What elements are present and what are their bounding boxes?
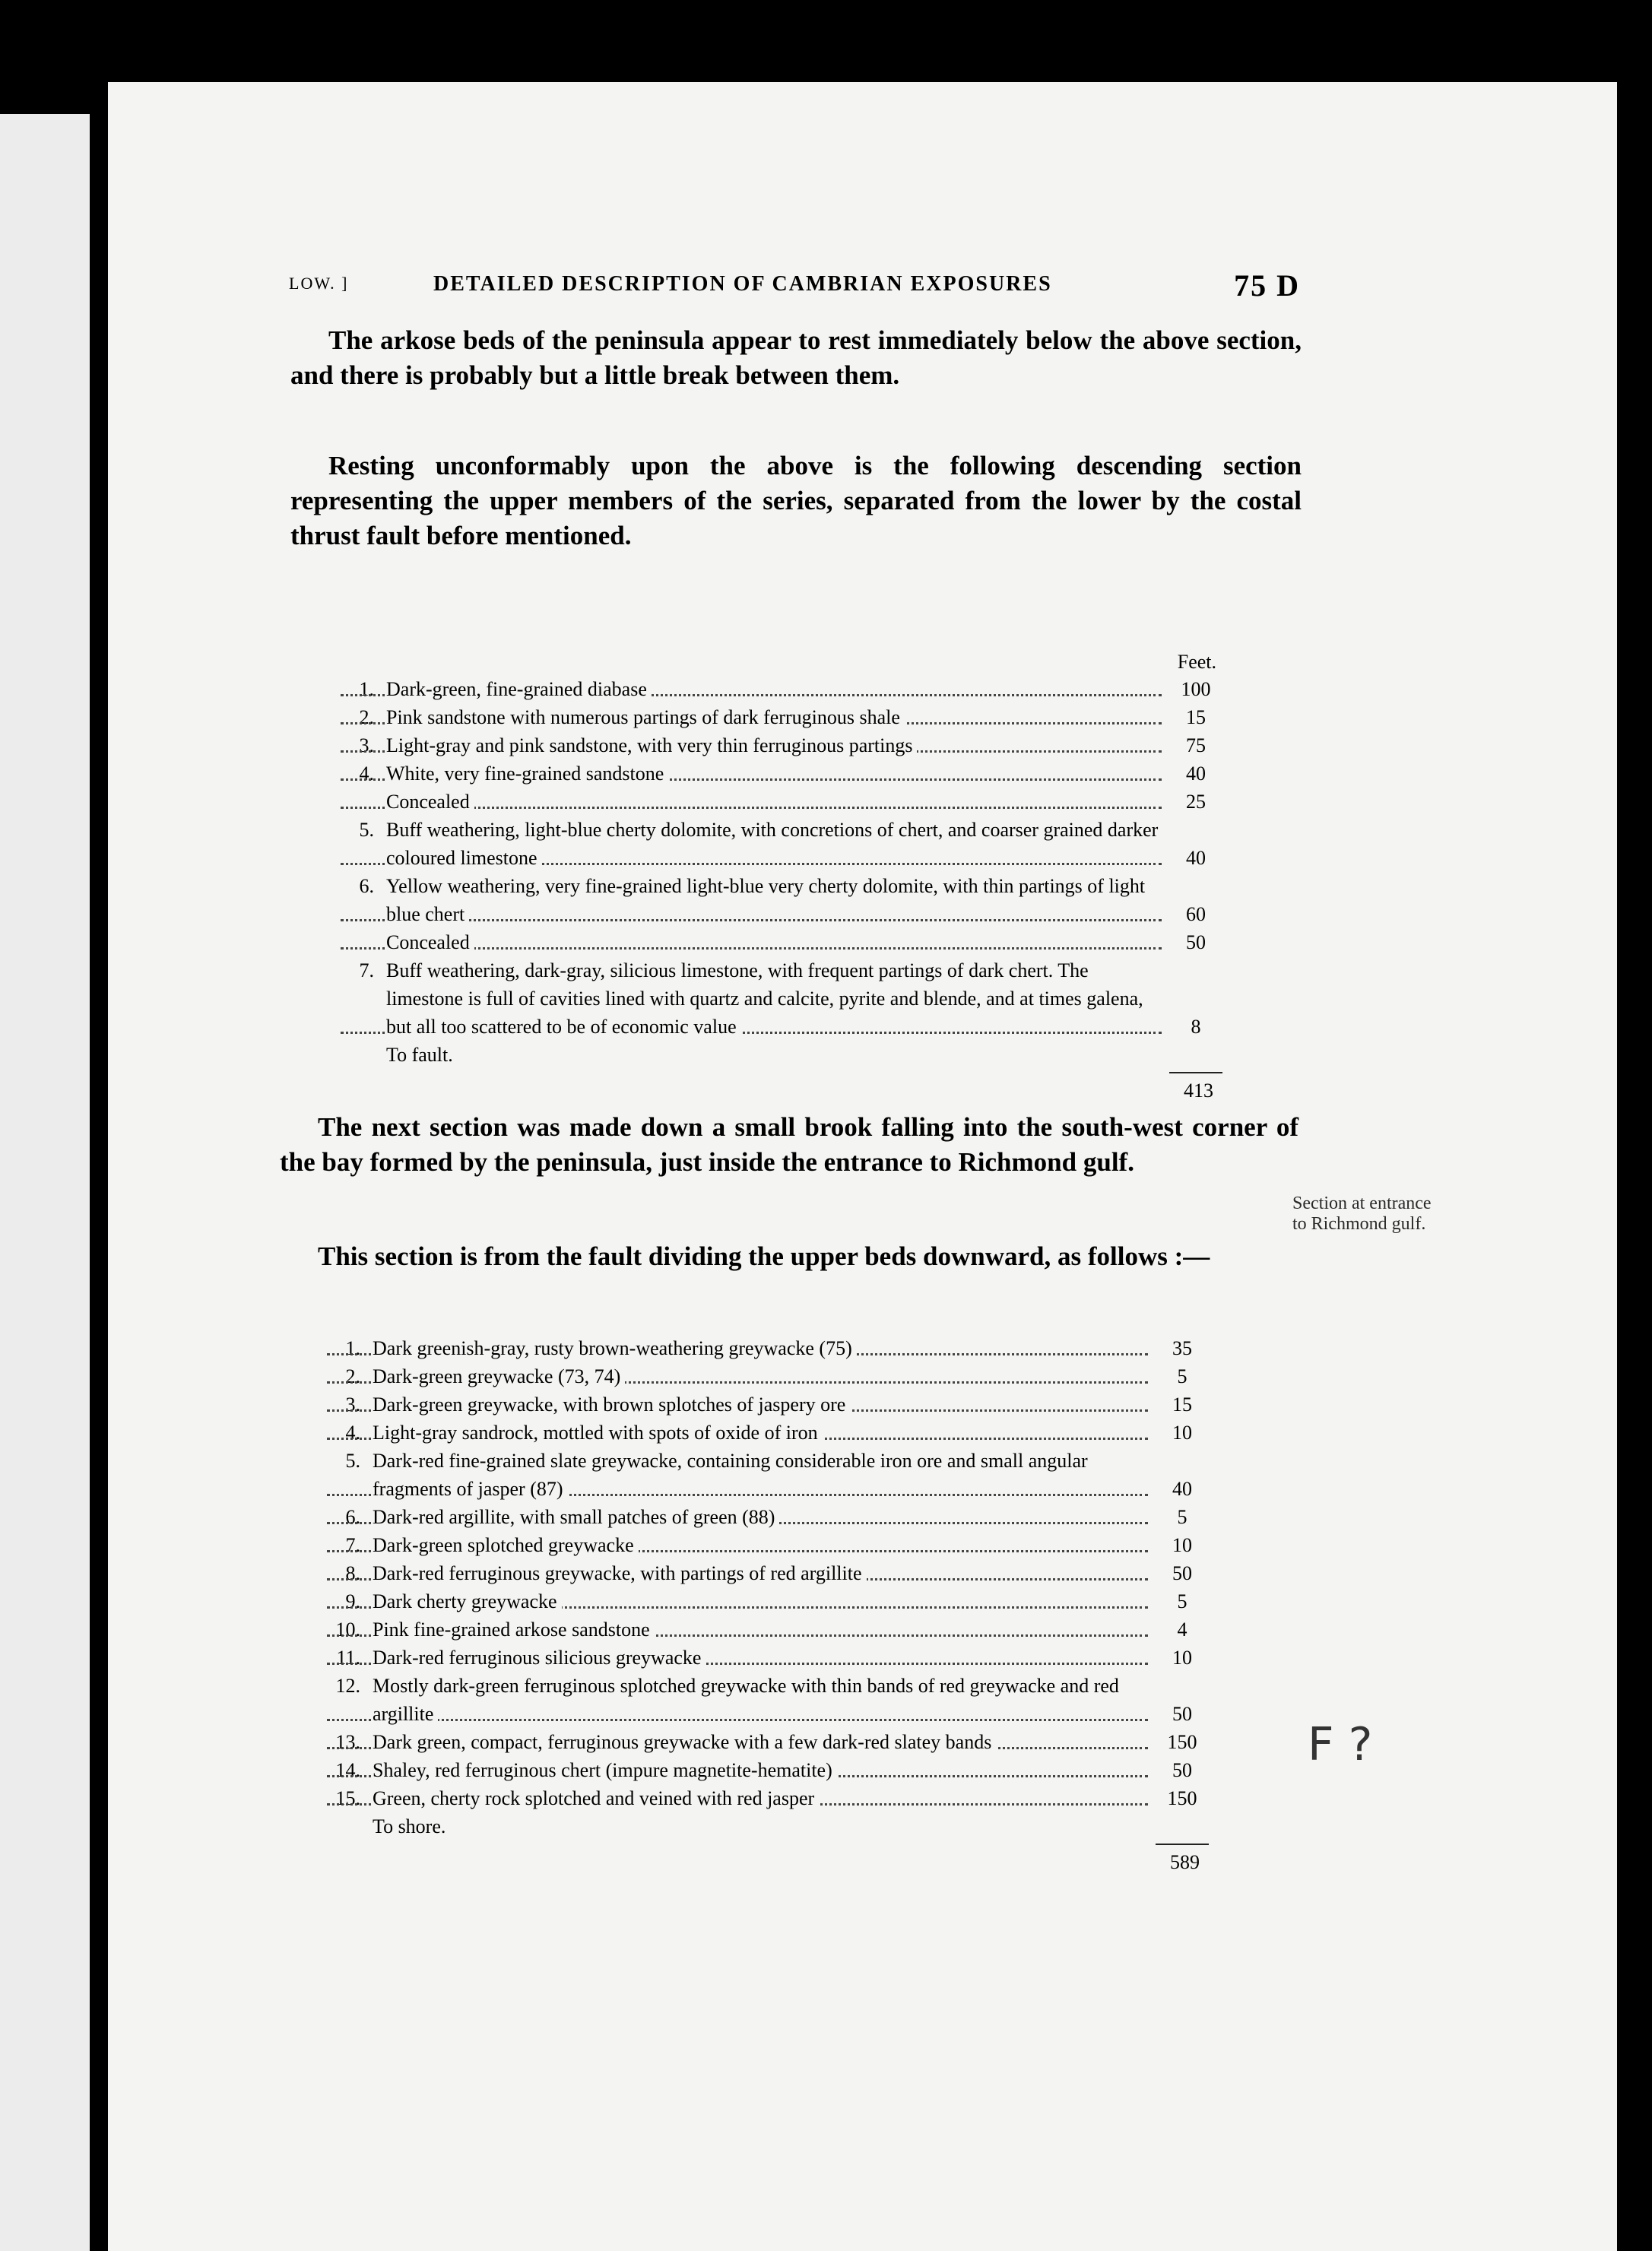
row-description: Yellow weathering, very fine-grained light-blue very cherty dolomite, with thin partings of light blue chert [386,875,1146,925]
row-value: 5 [1177,1506,1187,1528]
table-row [327,1531,1209,1559]
row-number: 5. [345,1450,360,1472]
row-description: Dark-green greywacke, with brown splotches of jaspery ore [373,1390,1148,1419]
page-number: 75 D [1234,268,1300,303]
row-description: Dark-red fine-grained slate greywacke, containing considerable iron ore and small angular fragments of jasper (87) [373,1450,1088,1500]
table-row [327,1644,1209,1672]
row-value: 40 [1186,762,1206,785]
row-description: Concealed [386,788,1162,816]
section-total: 589 [1170,1851,1200,1873]
row-description: Concealed [386,928,1162,956]
row-description: Pink fine-grained arkose sandstone [373,1615,1148,1644]
row-description: Dark-green, fine-grained diabase [386,675,1162,703]
row-value: 150 [1167,1731,1197,1753]
row-number: 3. [345,1393,360,1416]
paragraph-resting: Resting unconformably upon the above is the following descending section representing the upper members of the series, separated from the lower by the costal thrust fault before mentioned. [290,451,1302,550]
row-value: 60 [1186,903,1206,925]
table-row [327,1615,1209,1644]
table-row [341,731,1222,759]
row-description: Dark-green splotched greywacke [373,1531,1148,1559]
row-value: 5 [1177,1590,1187,1612]
row-value: 50 [1172,1759,1192,1781]
row-description: Dark-green greywacke (73, 74) [373,1362,1148,1390]
row-number: 11. [336,1647,360,1669]
row-number: 1. [359,678,374,700]
row-number: 2. [345,1365,360,1387]
row-number: 4. [345,1422,360,1444]
table-row [341,928,1222,956]
table-row [341,816,1222,872]
table-row [327,1728,1209,1756]
facing-page-edge [0,114,90,2251]
table-row [341,956,1222,1041]
header-corner: LOW. ] [289,274,349,293]
row-value: 75 [1186,734,1206,756]
section-table-lower [327,1334,1209,1876]
row-value: 15 [1186,706,1206,728]
row-description: Buff weathering, light-blue cherty dolomite, with concretions of chert, and coarser grained darker coloured limestone [386,819,1159,869]
table-row [327,1559,1209,1587]
row-value: 5 [1177,1365,1187,1387]
row-number: 9. [345,1590,360,1612]
table-row [327,1419,1209,1447]
table-row [327,1812,1209,1840]
table-row [341,872,1222,928]
row-value: 50 [1172,1703,1192,1725]
row-description: Dark-red ferruginous silicious greywacke [373,1644,1148,1672]
row-description: To shore. [373,1812,1148,1840]
paragraph-next-section: The next section was made down a small brook falling into the south-west corner of the bay formed by the peninsula, just inside the entrance to Richmond gulf. [280,1112,1298,1177]
section-total: 413 [1184,1080,1213,1102]
pencil-mark: F ? [1308,1718,1373,1771]
row-number: 13. [335,1731,360,1753]
row-description: Mostly dark-green ferruginous splotched greywacke with thin bands of red greywacke and red argillite [373,1675,1119,1725]
row-description: Dark greenish-gray, rusty brown-weathering greywacke (75) [373,1334,1148,1362]
row-number: 15. [335,1787,360,1809]
row-number: 3. [359,734,374,756]
table-row [341,788,1222,816]
row-description: Light-gray sandrock, mottled with spots of oxide of iron [373,1419,1148,1447]
row-value: 100 [1181,678,1211,700]
row-number: 7. [345,1534,360,1556]
row-value: 40 [1172,1478,1192,1500]
row-number: 8. [345,1562,360,1584]
margin-note: Section at entrance to Richmond gulf. [1292,1194,1432,1234]
table-row [341,759,1222,788]
running-header [289,268,1300,306]
table-row [327,1756,1209,1784]
row-description: Dark-red ferruginous greywacke, with partings of red argillite [373,1559,1148,1587]
row-description: Pink sandstone with numerous partings of dark ferruginous shale [386,703,1162,731]
table-row [327,1447,1209,1503]
row-description: Green, cherty rock splotched and veined with red jasper [373,1784,1148,1812]
row-value: 50 [1172,1562,1192,1584]
row-number: 1. [345,1337,360,1359]
row-description: White, very fine-grained sandstone [386,759,1162,788]
sum-rule [1156,1844,1209,1845]
row-value: 25 [1186,791,1206,813]
table-row [341,675,1222,703]
row-number: 7. [359,959,374,981]
row-number: 2. [359,706,374,728]
paragraph-fault: This section is from the fault dividing the upper beds downward, as follows :— [318,1241,1210,1271]
row-value: 35 [1172,1337,1192,1359]
row-number: 6. [345,1506,360,1528]
row-number: 10. [335,1619,360,1641]
row-description: To fault. [386,1041,1162,1069]
row-description: Dark green, compact, ferruginous greywacke with a few dark-red slatey bands [373,1728,1148,1756]
row-number: 5. [359,819,374,841]
header-title: DETAILED DESCRIPTION OF CAMBRIAN EXPOSURES [433,272,1052,296]
row-value: 10 [1172,1534,1192,1556]
row-description: Light-gray and pink sandstone, with very thin ferruginous partings [386,731,1162,759]
row-value: 10 [1172,1422,1192,1444]
unit-header: Feet. [1177,651,1216,673]
table-row [341,703,1222,731]
row-number: 4. [359,762,374,785]
row-value: 150 [1167,1787,1197,1809]
row-value: 50 [1186,931,1206,953]
table-row [327,1362,1209,1390]
row-value: 40 [1186,847,1206,869]
row-description: Buff weathering, dark-gray, silicious limestone, with frequent partings of dark chert. The limestone is full of cavities lined with quartz and calcite, pyrite and blende, and at times galena, but all too scattered to be of economic value [386,959,1143,1038]
row-value: 15 [1172,1393,1192,1416]
row-description: Dark cherty greywacke [373,1587,1148,1615]
table-row [327,1334,1209,1362]
paragraph-arkose: The arkose beds of the peninsula appear to rest immediately below the above section, and there is probably but a little break between them. [290,325,1302,390]
table-row [327,1503,1209,1531]
sum-rule [1169,1072,1222,1073]
table-row [327,1587,1209,1615]
row-description: Dark-red argillite, with small patches of green (88) [373,1503,1148,1531]
row-value: 4 [1177,1619,1187,1641]
row-number: 6. [359,875,374,897]
section-table-upper [341,648,1222,1105]
row-number: 14. [335,1759,360,1781]
row-value: 10 [1172,1647,1192,1669]
table-row [327,1784,1209,1812]
table-row [327,1672,1209,1728]
table-row [327,1390,1209,1419]
row-description: Shaley, red ferruginous chert (impure magnetite-hematite) [373,1756,1148,1784]
row-number: 12. [335,1675,360,1697]
table-row [341,1041,1222,1069]
row-value: 8 [1191,1016,1201,1038]
